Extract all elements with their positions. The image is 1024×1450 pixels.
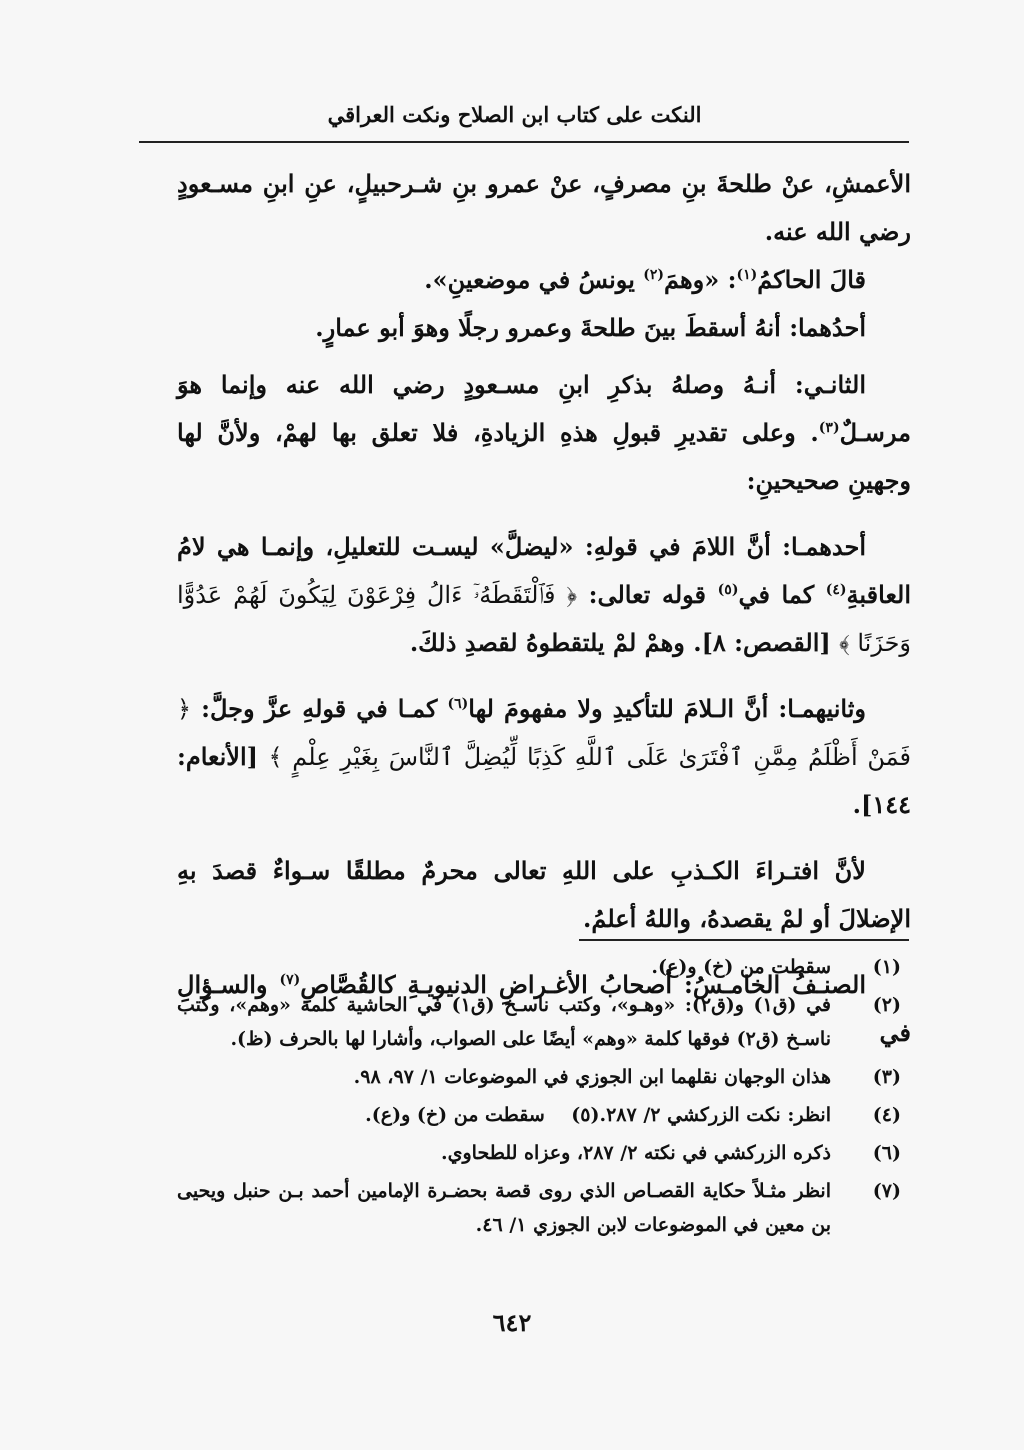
paragraph-hakim <box>177 256 911 304</box>
quran-verse: ﴿ فَٱلْتَقَطَهُۥٓ ءَالُ فِرْعَوْنَ لِيَكُونَ لَهُمْ عَدُوًّا وَحَزَنًا ﴾ <box>177 581 911 657</box>
paragraph-second-aspect <box>177 685 911 829</box>
footnote-number: (١) <box>872 956 901 978</box>
quran-verse: ﴿ فَمَنْ أَظْلَمُ مِمَّنِ ٱفْتَرَىٰ عَلَى ٱللَّهِ كَذِبًا لِّيُضِلَّ ٱلنَّاسَ بِغَيْرِ عِلْمٍ ﴾ <box>177 695 911 771</box>
footnote-text: في (ق١) و(ق٢): «وهـو»، وكتب ناسـخ (ق١) في الحاشية كلمة «وهم»، وكتب ناسـخ (ق٢) فوقها كلمة «وهم» أيضًا على الصواب، وأشارا لها بالحرف (ظ). <box>177 994 832 1050</box>
footnote-ref-5[interactable]: (٥) <box>717 582 739 598</box>
footnote <box>177 1174 911 1242</box>
text-segment: أنَّ اللامَ في قولهِ: «ليضلَّ» ليسـت للتعليلِ، وإنمـا هي لامُ العاقبةِ <box>177 532 911 609</box>
paragraph-chain: الأعمشِ، عنْ طلحةَ بنِ مصرفٍ، عنْ عمرو بنِ شـرحبيلٍ، عنِ ابنِ مسـعودٍ رضي الله عنه. <box>177 169 911 246</box>
text-segment: قوله تعالى: <box>577 580 718 609</box>
footnote-number: (٥) <box>571 1104 600 1126</box>
page-number: ٦٤٢ <box>492 1308 532 1337</box>
footnote-number: (٤) <box>872 1104 901 1126</box>
paragraph-conclusion: لأنَّ افتـراءَ الكـذبِ على اللهِ تعالى محرمٌ مطلقًا سـواءٌ قصدَ بهِ الإضلالَ أو لمْ يقصدهُ، واللهُ أعلمُ. <box>177 856 911 933</box>
text-segment: كما في <box>738 580 826 609</box>
footnote-text: هذان الوجهان نقلهما ابن الجوزي في الموضوعات ١/ ٩٧، ٩٨. <box>353 1066 831 1088</box>
footnote-ref-4[interactable]: (٤) <box>825 582 847 598</box>
footnote-text-combined <box>177 1098 831 1132</box>
text-segment: والسـؤالِ في <box>177 970 911 1047</box>
text-segment: قالَ الحاكمُ <box>757 265 866 294</box>
main-text <box>177 160 911 1057</box>
header-rule <box>139 141 909 143</box>
footnote <box>177 1136 911 1170</box>
lead-term: الثانـي: <box>794 370 866 399</box>
footnote-inline <box>365 1098 599 1132</box>
text-segment: أنـهُ وصلهُ بذكرِ ابنِ مسـعودٍ رضي الله عنه وإنما هوَ مرسـلٌ <box>177 370 911 447</box>
footnote-ref-6[interactable]: (٦) <box>447 696 469 712</box>
footnote <box>177 988 911 1056</box>
text-segment: كمـا في قولهِ عزَّ وجلَّ: <box>191 694 448 723</box>
footnote <box>177 1060 911 1094</box>
paragraph-first-error <box>177 304 911 352</box>
footnote-text: انظر مثـلاً حكاية القصـاص الذي روى قصة بحضـرة الإمامين أحمد بـن حنبل ويحيى بن معين في الموضوعات لابن الجوزي ١/ ٤٦. <box>177 1180 831 1236</box>
running-head: النكت على كتاب ابن الصلاح ونكت العراقي <box>327 102 702 127</box>
footnote-number: (٦) <box>872 1142 901 1164</box>
text-segment: أنهُ أسقطَ بينَ طلحةَ وعمرو رجلًا وهوَ أبو عمارٍ. <box>315 313 790 342</box>
text-segment: : «وهمَ <box>664 265 737 294</box>
footnote-rule <box>579 939 909 941</box>
text-segment: . وعلى تقديرِ قبولِ هذهِ الزيادةِ، فلا تعلق بها لهمْ، ولأنَّ لها وجهينِ صحيحينِ: <box>177 418 911 495</box>
text-segment: أصحابُ الأغـراضِ الدنيويـةِ كالقُصَّاصِ <box>300 970 685 999</box>
paragraph-second-error <box>177 361 911 505</box>
footnote-ref-7[interactable]: (٧) <box>279 972 301 988</box>
footnote-text: ذكره الزركشي في نكته ٢/ ٢٨٧، وعزاه للطحاوي. <box>441 1142 831 1164</box>
footnote <box>177 1098 911 1132</box>
footnote-number: (٢) <box>872 994 901 1016</box>
footnote-ref-3[interactable]: (٣) <box>818 420 840 436</box>
footnotes <box>177 950 911 1246</box>
footnote-ref-1[interactable]: (١) <box>736 267 758 283</box>
lead-term: الصنـفُ الخامـسُ: <box>684 970 866 999</box>
footnote-number: (٣) <box>872 1066 901 1088</box>
footnote-text: انظر: نكت الزركشي ٢/ ٢٨٧. <box>599 1104 831 1126</box>
text-segment: يونسُ في موضعينِ». <box>424 265 644 294</box>
paragraph-first-aspect <box>177 523 911 667</box>
text-segment: [الأنعام: ١٤٤]. <box>177 742 911 819</box>
text-segment: [القصص: ٨]. وهمْ لمْ يلتقطوهُ لقصدِ ذلكَ. <box>409 628 840 657</box>
footnote-text: سقطت من (خ) و(ع). <box>365 1104 545 1126</box>
text-segment: أنَّ الـلامَ للتأكيدِ ولا مفهومَ لها <box>468 694 779 723</box>
footnote-text: سقطت من (خ) و(ع). <box>651 956 831 978</box>
footnote-ref-2[interactable]: (٢) <box>643 267 665 283</box>
footnote-number: (٧) <box>872 1180 901 1202</box>
lead-term: أحدهمـا: <box>782 532 866 561</box>
lead-term: وثانيهمـا: <box>778 694 867 723</box>
lead-term: أحدُهما: <box>789 313 866 342</box>
footnote <box>177 950 911 984</box>
